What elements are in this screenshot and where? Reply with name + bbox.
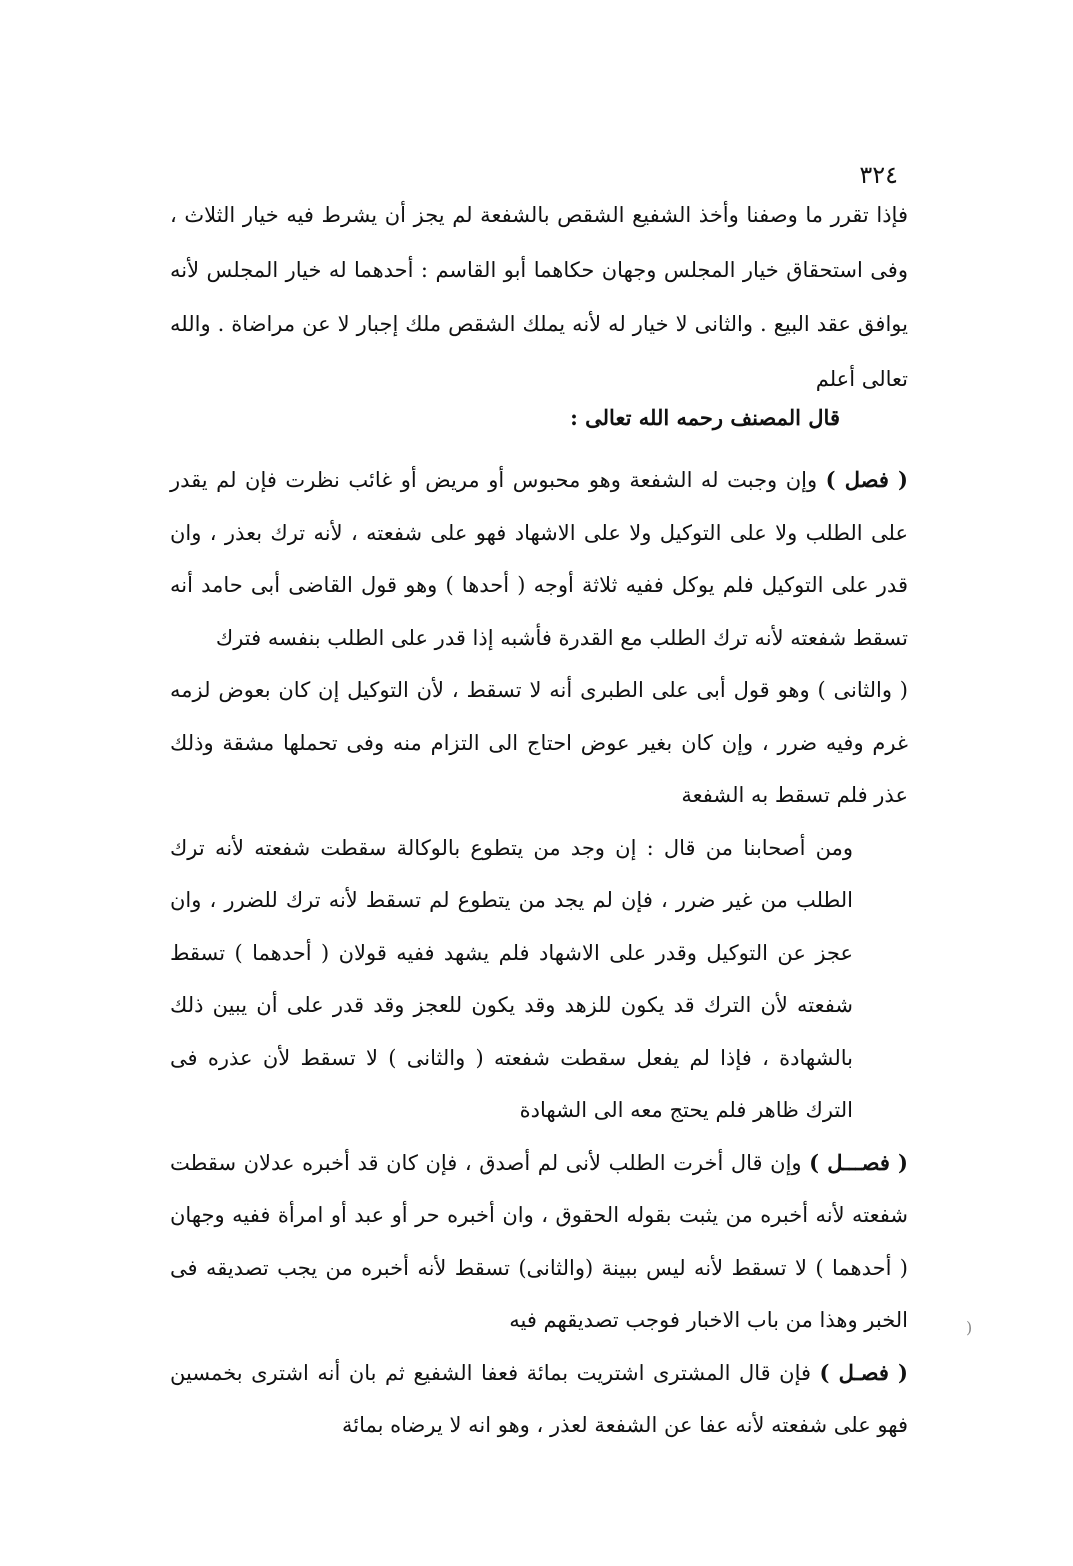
section-marker: ( فصـــل ) (809, 1149, 908, 1175)
author-heading: قال المصنف رحمه الله تعالى : (570, 405, 840, 430)
section-paragraph-3: ومن أصحابنا من قال : إن وجد من يتطوع بالوكالة سقطت شفعته لأنه ترك الطلب من غير ضرر ، فإن لم يجد من يتطوع لم تسقط لأنه ترك للضرر ، وان عجز عن التوكيل وقدر على الاشهاد فلم يشهد ففيه قولان ( أحدهما ) تسقط شفعته لأن الترك قد يكون للزهد وقد يكون للعجز وقد قدر على أن يبين ذلك بالشهادة ، فإذا لم يفعل سقطت شفعته ( والثانى ) لا تسقط لأن عذره فى الترك ظاهر فلم يحتج معه الى الشهادة (170, 835, 853, 1122)
page-number: ٣٢٤ (859, 161, 898, 189)
section-text: وإن وجبت له الشفعة وهو محبوس أو مريض أو غائب نظرت فإن لم يقدر على الطلب ولا على التوكيل ولا على الاشهاد فهو على شفعته ، لأنه ترك بعذر ، وان قدر على التوكيل فلم يوكل ففيه ثلاثة أوجه ( أحدها ) وهو قول القاضى أبى حامد أنه تسقط شفعته لأنه ترك الطلب مع القدرة فأشبه إذا قدر على الطلب بنفسه فترك (170, 468, 908, 650)
section-paragraph-5 (170, 1347, 908, 1452)
section-text: وإن قال أخرت الطلب لأنى لم أصدق ، فإن كان قد أخبره عدلان سقطت شفعته لأنه أخبره من يثبت بقوله الحقوق ، وان أخبره حر أو عبد أو امرأة ففيه وجهان ( أحدهما ) لا تسقط لأنه ليس ببينة (والثانى) تسقط لأنه أخبره من يجب تصديقه فى الخبر وهذا من باب الاخبار فوجب تصديقهم فيه (170, 1150, 908, 1332)
section-paragraph-2: ( والثانى ) وهو قول أبى على الطبرى أنه لا تسقط ، لأن التوكيل إن كان بعوض لزمه غرم وفيه ضرر ، وإن كان بغير عوض احتاج الى التزام منه وفى تحملها مشقة وذلك عذر فلم تسقط به الشفعة (170, 678, 908, 807)
section-paragraph-1 (170, 454, 908, 664)
section-text: فإن قال المشترى اشتريت بمائة فعفا الشفيع ثم بان أنه اشترى بخمسين فهو على شفعته لأنه عفا عن الشفعة لعذر ، وهو انه لا يرضاه بمائة (170, 1360, 908, 1437)
main-text (170, 454, 908, 1452)
section-marker: ( فصل ) (825, 467, 908, 492)
margin-mark: ) (966, 1318, 973, 1337)
intro-paragraph: فإذا تقرر ما وصفنا وأخذ الشفيع الشقص بالشفعة لم يجز أن يشرط فيه خيار الثلاث ، وفى استحقاق خيار المجلس وجهان حكاهما أبو القاسم : أحدهما له خيار المجلس لأنه يوافق عقد البيع . والثانى لا خيار له لأنه يملك الشقص ملك إجبار لا عن مراضاة . والله تعالى أعلم (170, 203, 908, 391)
section-paragraph-4 (170, 1137, 908, 1347)
section-marker: ( فصـل ) (819, 1359, 908, 1385)
